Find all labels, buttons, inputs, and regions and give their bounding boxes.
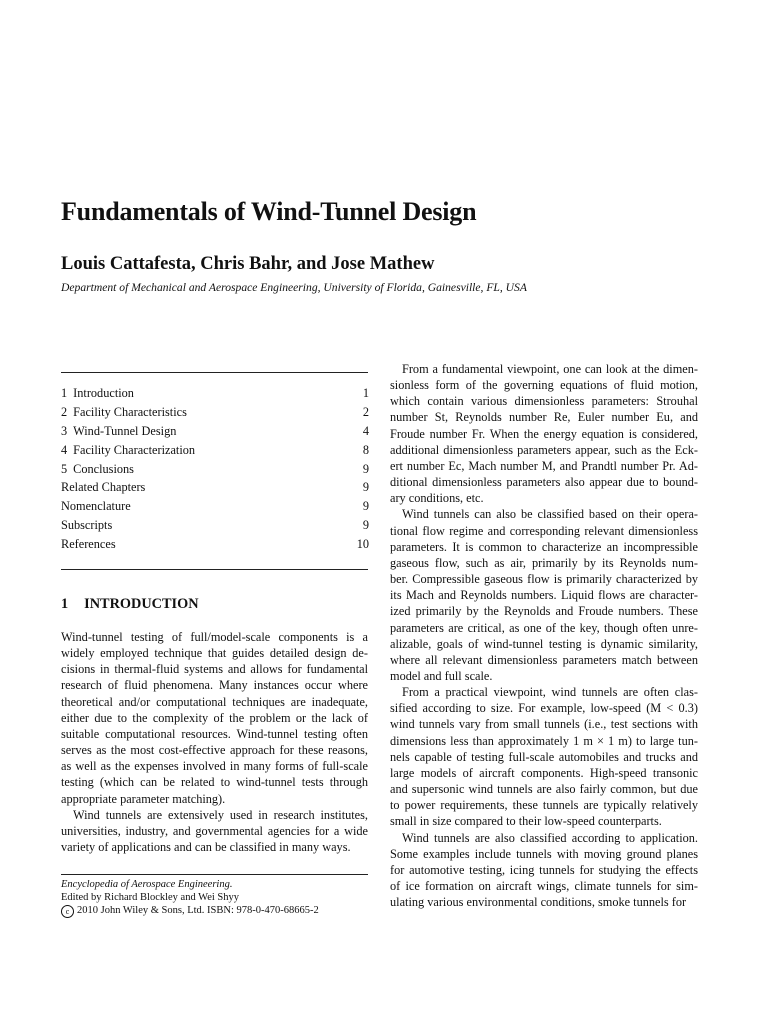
right-column-body: [390, 361, 698, 910]
toc-entry-number: 2: [61, 404, 68, 419]
toc-bottom-rule: [61, 569, 368, 570]
text-line: theoretical and/or computational techniques are inadequate,: [61, 694, 368, 709]
text-line: ized primarily by the Reynolds and Froude numbers. These: [390, 604, 698, 619]
text-line: sionless form of the governing equations of fluid motion,: [390, 378, 698, 393]
text-line: Wind tunnels are also classified according to application.: [402, 830, 698, 845]
text-line: Froude number Fr. When the energy equation is considered,: [390, 426, 698, 441]
text-line: alizable, goals of wind-tunnel testing is dynamic similarity,: [390, 636, 698, 651]
text-line: as well as the expenses involved in many forms of full-scale: [61, 759, 368, 774]
toc-entry: [61, 516, 369, 535]
toc-entry-label: [61, 497, 131, 516]
text-line: ditional dimensionless parameters also appear due to bound-: [390, 475, 698, 490]
text-line: serves as the most cost-effective approach for these reasons,: [61, 743, 368, 758]
paper-title: Fundamentals of Wind-Tunnel Design: [61, 197, 477, 226]
toc-entry-label: [61, 422, 176, 441]
text-line: cisions in thermal-fluid systems and allows for fundamental: [61, 662, 368, 677]
toc-entry-page: 9: [362, 461, 369, 476]
text-line: where all relevant dimensionless parameters match between: [390, 652, 698, 667]
text-line: of ice formation on aircraft wings, climate tunnels for sim-: [390, 879, 698, 893]
toc-entry-label: [61, 403, 187, 422]
footer: [61, 879, 368, 918]
text-line: widely employed technique that guides detailed design de-: [61, 646, 368, 661]
body-paragraph: [390, 684, 698, 829]
toc-entry-page: 4: [362, 423, 369, 438]
footer-copyright-text: 2010 John Wiley & Sons, Ltd. ISBN: 978-0-470-68665-2: [77, 904, 319, 916]
text-line: From a fundamental viewpoint, one can look at the dimen-: [402, 362, 698, 376]
toc-entry-label: [61, 478, 145, 497]
text-line: Wind tunnels can also be classified based on their opera-: [402, 507, 698, 522]
toc-entry-page: 10: [356, 537, 369, 552]
body-paragraph: [390, 830, 698, 911]
toc-entry: [61, 441, 369, 460]
toc-entry-page: 9: [362, 499, 369, 514]
text-line: tional flow regime and corresponding relevant dimensionless: [390, 523, 698, 538]
toc-entry-page: 9: [362, 518, 369, 533]
text-line: which contain various dimensionless parameters: Strouhal: [390, 394, 698, 409]
text-line: its Mach and Reynolds numbers. Liquid flows are character-: [390, 588, 698, 603]
toc-entry-number: 3: [61, 423, 68, 438]
body-paragraph: [390, 506, 698, 684]
author-list: Louis Cattafesta, Chris Bahr, and Jose Mathew: [61, 254, 435, 274]
text-line: ary conditions, etc.: [390, 491, 484, 506]
toc-entry: [61, 460, 369, 479]
text-line: and supersonic wind tunnels are also fairly common, but due: [390, 782, 698, 797]
text-line: Wind-tunnel testing of full/model-scale components is a: [61, 630, 368, 644]
section-title: INTRODUCTION: [84, 596, 199, 612]
text-line: parameters. It is common to characterize an incompressible: [390, 539, 698, 554]
text-line: parameters are critical, as one of the key, though often unre-: [390, 620, 698, 635]
text-line: ert number Ec, Mach number M, and Prandtl number Pr. Ad-: [390, 458, 698, 473]
text-line: model and full scale.: [390, 668, 493, 683]
toc-entry-text: Facility Characterization: [73, 442, 196, 457]
toc-top-rule: [61, 372, 368, 373]
footer-editors: Edited by Richard Blockley and Wei Shyy: [61, 891, 240, 903]
text-line: wind tunnels vary from small tunnels (i.e., test sections with: [390, 717, 698, 732]
text-line: Some examples include tunnels with moving ground planes: [390, 846, 698, 861]
copyright-icon: c: [61, 905, 74, 918]
text-line: additional dimensionless parameters appear, such as the Eck-: [390, 442, 698, 457]
text-line: Wind tunnels are extensively used in research institutes,: [73, 807, 368, 822]
toc-entry-text: Nomenclature: [61, 499, 131, 514]
text-line: ulating various environmental conditions, smoke tunnels for: [390, 895, 687, 910]
text-line: dimensions less than approximately 1 m × 1 m) to large tun-: [390, 733, 698, 748]
body-paragraph: [61, 629, 368, 807]
text-line: research of fluid phenomena. Many instances occur where: [61, 678, 368, 693]
toc-entry-text: Related Chapters: [61, 480, 146, 495]
text-line: testing (which can be related to wind-tunnel tests through: [61, 775, 368, 790]
toc-entry-page: 1: [362, 386, 369, 400]
toc-entry: [61, 384, 369, 403]
toc-entry-text: Subscripts: [61, 518, 113, 533]
text-line: for automotive testing, icing tunnels for studying the effects: [390, 862, 698, 877]
text-line: From a practical viewpoint, wind tunnels are often clas-: [402, 685, 698, 700]
text-line: number St, Reynolds number Re, Euler number Eu, and: [390, 410, 698, 425]
left-column-body: [61, 629, 368, 855]
text-line: nels capable of testing full-scale automobiles and trucks and: [390, 749, 698, 764]
toc-entry-number: 1: [61, 386, 68, 400]
text-line: variety of applications and can be classified in many ways.: [61, 840, 351, 855]
text-line: gaseous flow, such as air, primarily by its Reynolds num-: [390, 555, 698, 570]
toc-entry: [61, 478, 369, 497]
toc-entry-page: 8: [362, 442, 369, 457]
toc-entry-page: 9: [362, 480, 369, 495]
toc-entry-label: [61, 516, 112, 535]
table-of-contents: [61, 384, 369, 554]
toc-entry: [61, 535, 369, 554]
text-line: ber. Compressible gaseous flow is primarily characterized by: [390, 572, 698, 587]
section-number: 1: [61, 596, 69, 612]
footer-copyright: [61, 905, 368, 918]
affiliation: Department of Mechanical and Aerospace Engineering, University of Florida, Gainesville, FL, USA: [61, 281, 527, 294]
body-paragraph: [61, 807, 368, 855]
text-line: universities, industry, and governmental agencies for a wide: [61, 823, 368, 838]
text-line: suitable computational resources. Wind-tunnel testing often: [61, 726, 368, 741]
text-line: large models of aircraft components. High-speed transonic: [390, 765, 698, 780]
toc-entry-page: 2: [362, 404, 369, 419]
toc-entry-label: [61, 535, 116, 554]
text-line: sified according to size. For example, low-speed (M < 0.3): [390, 701, 698, 716]
toc-entry-text: References: [61, 537, 116, 552]
toc-entry-number: 5: [61, 461, 68, 476]
text-line: appropriate parameter matching).: [61, 791, 226, 806]
footer-book-title: Encyclopedia of Aerospace Engineering.: [61, 879, 233, 890]
toc-entry-label: [61, 460, 134, 479]
toc-entry: [61, 403, 369, 422]
toc-entry-text: Wind-Tunnel Design: [73, 423, 177, 438]
toc-entry-label: [61, 384, 134, 403]
section-heading: [61, 596, 199, 613]
footer-rule: [61, 874, 368, 875]
toc-entry-label: [61, 441, 195, 460]
toc-entry-number: 4: [61, 442, 68, 457]
text-line: either due to the complexity of the problem or the lack of: [61, 710, 368, 725]
body-paragraph: [390, 361, 698, 506]
text-line: small in size compared to their low-speed counterparts.: [390, 814, 662, 829]
text-line: to power requirements, these tunnels are typically relatively: [390, 798, 698, 813]
toc-entry-text: Introduction: [73, 386, 134, 400]
toc-entry-text: Facility Characteristics: [73, 404, 187, 419]
toc-entry: [61, 422, 369, 441]
toc-entry: [61, 497, 369, 516]
toc-entry-text: Conclusions: [73, 461, 134, 476]
